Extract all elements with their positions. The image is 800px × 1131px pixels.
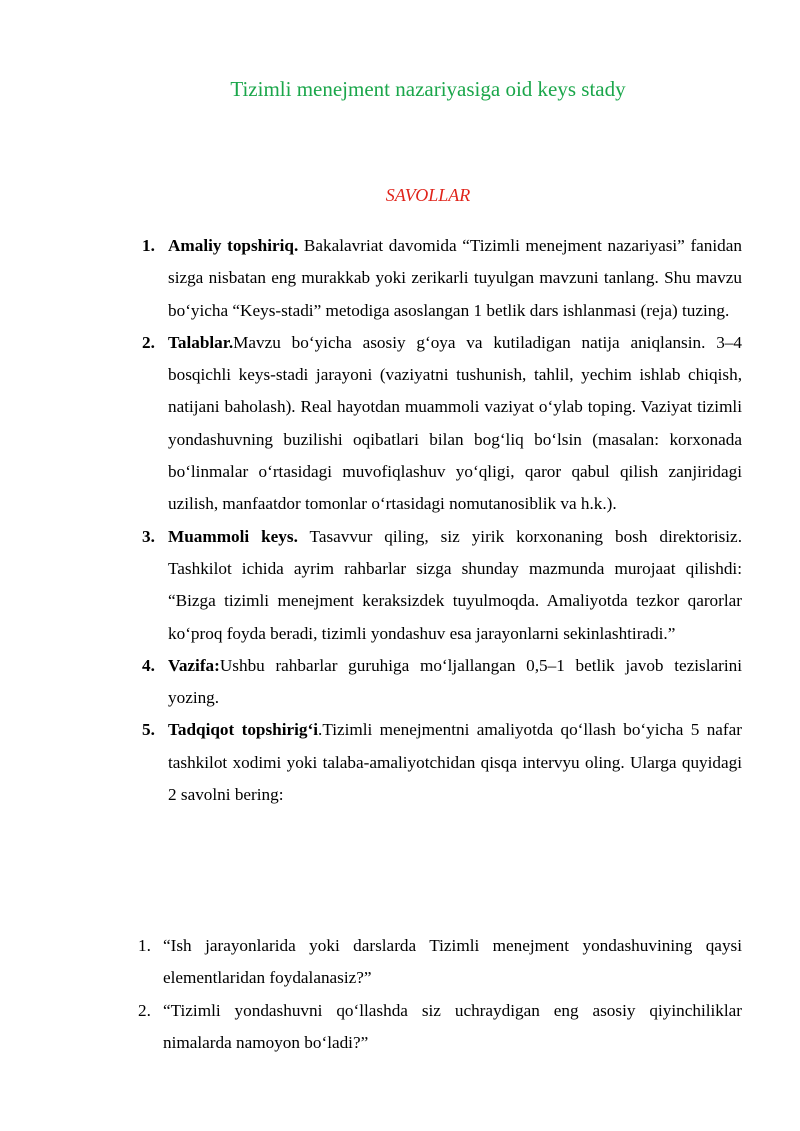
- question-number: 4.: [142, 655, 155, 675]
- question-number: 5.: [142, 720, 155, 740]
- question-lead: Muammoli keys.: [168, 526, 298, 546]
- question-text: .Tizimli menejmentni amaliyotda qo‘llash bo‘yicha 5 nafar tashkilot xodimi yoki talaba-amaliyotchidan qisqa intervyu oling. Ularga quyidagi 2 savolni bering:: [168, 720, 742, 805]
- question-text: Tasavvur qiling, siz yirik korxonaning bosh direktorisiz. Tashkilot ichida ayrim rahbarlar sizga shunday mazmunda murojaat qilishdi: “Bizga tizimli menejment keraksizdek tuyulmoqda. Amaliyotda tezkor qarorlar ko‘proq foyda beradi, tizimli yondashuv esa jarayonlarni sekinlashtiradi.”: [168, 526, 742, 643]
- question-lead: Amaliy topshiriq.: [168, 236, 299, 255]
- question-item: [142, 714, 742, 811]
- question-number: 3.: [142, 526, 155, 546]
- document-title: Tizimli menejment nazariyasiga oid keys stady: [230, 77, 626, 101]
- interview-question-number: 1.: [138, 936, 151, 955]
- question-number: 2.: [142, 332, 155, 352]
- interview-questions-list: [138, 930, 742, 1059]
- interview-question-number: 2.: [138, 1000, 151, 1020]
- section-heading: SAVOLLAR: [385, 185, 471, 205]
- question-text: Mavzu bo‘yicha asosiy g‘oya va kutiladigan natija aniqlansin. 3–4 bosqichli keys-stadi jarayoni (vaziyatni tushunish, tahlil, yechim ishlab chiqish, natijani baholash). Real hayotdan muammoli vaziyat o‘ylab toping. Vaziyat tizimli yondashuvning buzilishi oqibatlari bilan bog‘liq bo‘lsin (masalan: korxonada bo‘linmalar o‘rtasidagi muvofiqlashuv yo‘qligi, qaror qabul qilish zanjiridagi uzilish, manfaatdor tomonlar o‘rtasidagi nomutanosiblik va h.k.).: [168, 332, 742, 514]
- interview-question-text: “Tizimli yondashuvni qo‘llashda siz uchraydigan eng asosiy qiyinchiliklar nimalarda namoyon bo‘ladi?”: [163, 1000, 742, 1052]
- interview-question-item: [138, 930, 742, 995]
- question-text: Bakalavriat davomida “Tizimli menejment nazariyasi” fanidan sizga nisbatan eng murakkab yoki zerikarli tuyulgan mavzuni tanlang. Shu mavzu bo‘yicha “Keys-stadi” metodiga asoslangan 1 betlik dars ishlanmasi (reja) tuzing.: [168, 236, 742, 320]
- question-lead: Tadqiqot topshirig‘i: [168, 720, 319, 740]
- interview-question-item: [138, 995, 742, 1060]
- question-number: 1.: [142, 236, 155, 255]
- question-item: [142, 650, 742, 715]
- question-item: [142, 327, 742, 521]
- question-text: Ushbu rahbarlar guruhiga mo‘ljallangan 0,5–1 betlik javob tezislarini yozing.: [168, 655, 742, 708]
- questions-list: [142, 230, 742, 811]
- question-item: [142, 521, 742, 650]
- question-lead: Vazifa:: [168, 655, 220, 675]
- question-item: [142, 230, 742, 327]
- interview-question-text: “Ish jarayonlarida yoki darslarda Tizimli menejment yondashuvining qaysi elementlaridan foydalanasiz?”: [163, 936, 742, 988]
- question-lead: Talablar.: [168, 332, 234, 352]
